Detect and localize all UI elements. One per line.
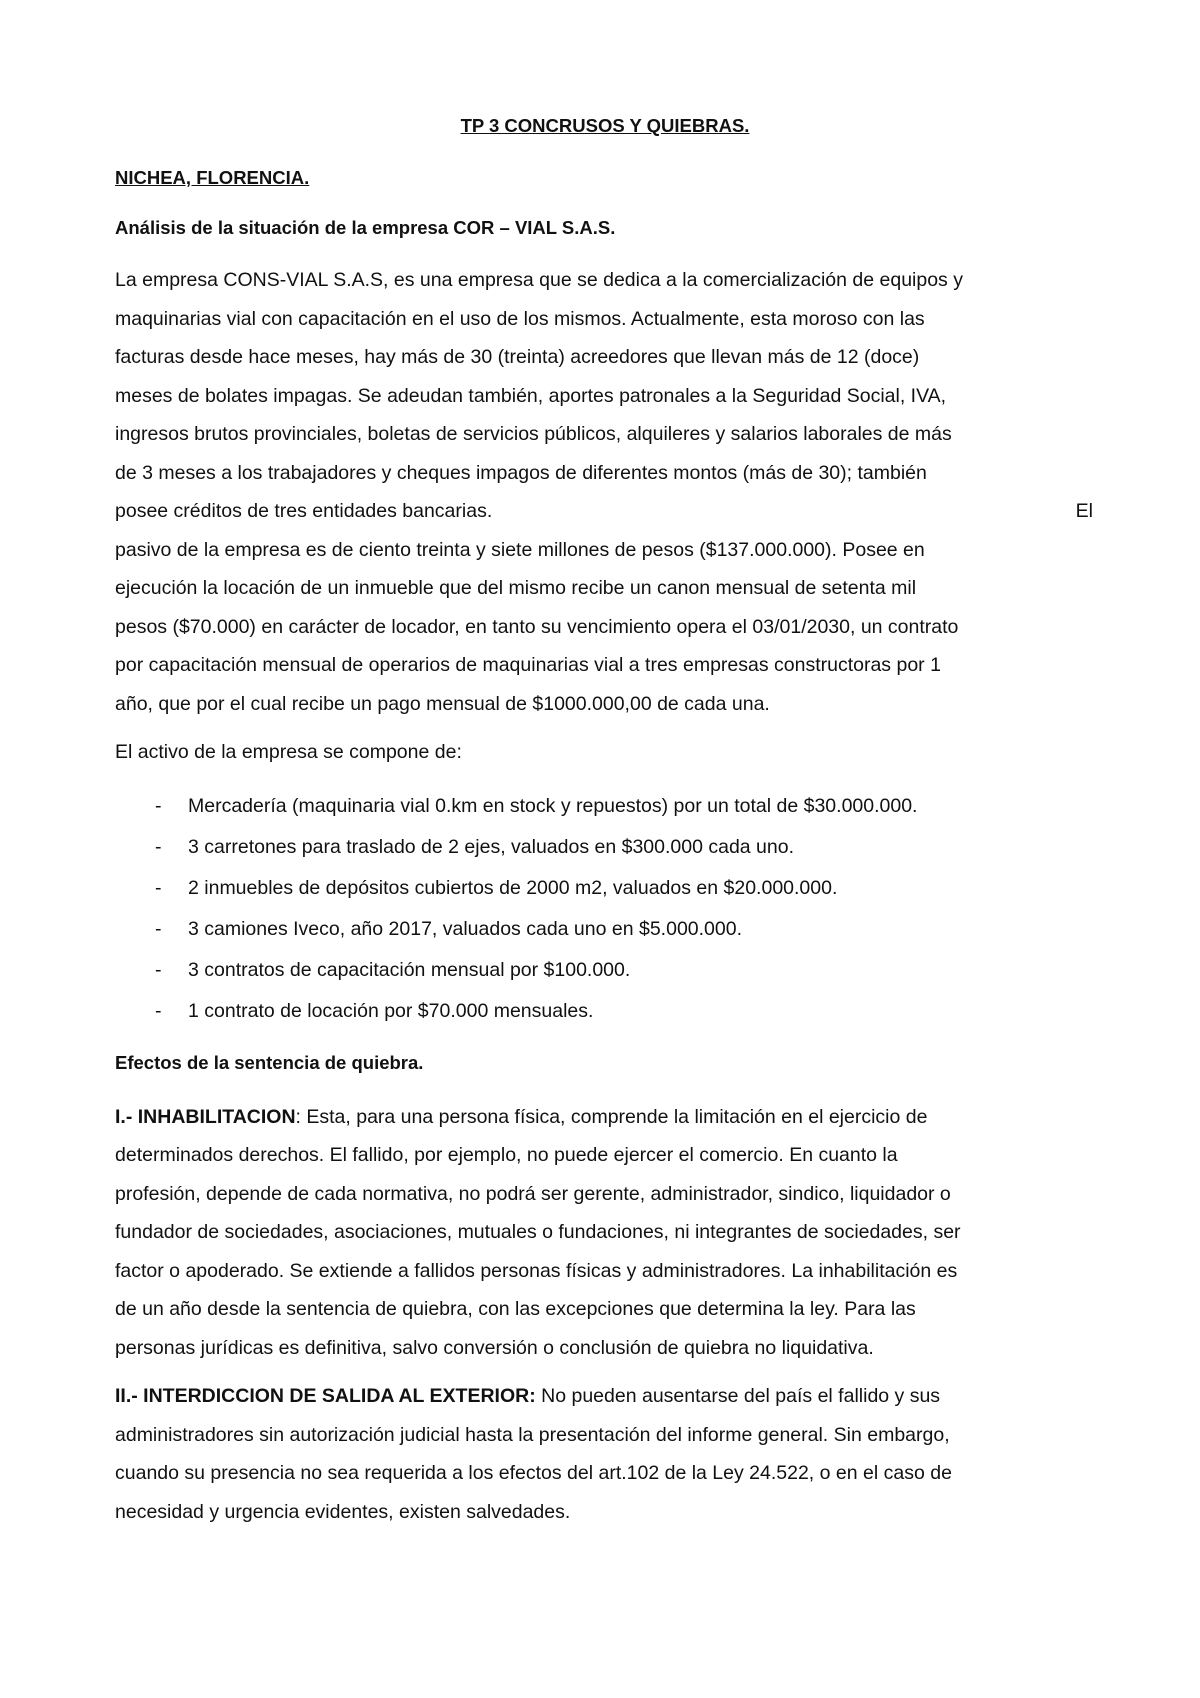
list-item	[115, 950, 1095, 991]
list-item-text: Mercadería (maquinaria vial 0.km en stock y repuestos) por un total de $30.000.000.	[188, 794, 918, 817]
text-line: necesidad y urgencia evidentes, existen salvedades.	[115, 1500, 571, 1523]
list-item	[115, 991, 1095, 1032]
intro-paragraph	[115, 261, 1095, 723]
list-dash: -	[155, 876, 162, 899]
text-line: meses de bolates impagas. Se adeudan también, aportes patronales a la Seguridad Social, IVA,	[115, 384, 947, 407]
assets-intro: El activo de la empresa se compone de:	[115, 741, 462, 763]
list-item-text: 2 inmuebles de depósitos cubiertos de 2000 m2, valuados en $20.000.000.	[188, 876, 838, 899]
list-dash: -	[155, 835, 162, 858]
section-first-line: : Esta, para una persona física, comprende la limitación en el ejercicio de	[295, 1105, 928, 1128]
list-item	[115, 909, 1095, 950]
text-line: maquinarias vial con capacitación en el uso de los mismos. Actualmente, esta moroso con las	[115, 307, 925, 330]
text-line: pasivo de la empresa es de ciento treinta y siete millones de pesos ($137.000.000). Posee en	[115, 538, 925, 561]
section-first-line: No pueden ausentarse del país el fallido y sus	[535, 1385, 941, 1407]
text-line: facturas desde hace meses, hay más de 30 (treinta) acreedores que llevan más de 12 (doce)	[115, 346, 920, 368]
list-dash: -	[155, 999, 162, 1022]
text-line: cuando su presencia no sea requerida a los efectos del art.102 de la Ley 24.522, o en el caso de	[115, 1462, 952, 1484]
list-dash: -	[155, 794, 162, 817]
list-item	[115, 868, 1095, 909]
text-line: ejecución la locación de un inmueble que del mismo recibe un canon mensual de setenta mil	[115, 577, 917, 599]
assets-list	[115, 786, 1095, 1032]
text-line-left: posee créditos de tres entidades bancarias.	[115, 500, 493, 522]
list-item-text: 3 camiones Iveco, año 2017, valuados cada uno en $5.000.000.	[188, 917, 742, 940]
text-line: personas jurídicas es definitiva, salvo conversión o conclusión de quiebra no liquidativa.	[115, 1336, 874, 1359]
text-line	[115, 1098, 1095, 1137]
list-item-text: 1 contrato de locación por $70.000 mensuales.	[188, 999, 594, 1022]
text-line	[115, 1377, 1095, 1416]
list-item	[115, 786, 1095, 827]
analysis-heading: Análisis de la situación de la empresa COR – VIAL S.A.S.	[115, 217, 616, 238]
text-line: fundador de sociedades, asociaciones, mutuales o fundaciones, ni integrantes de sociedades, ser	[115, 1221, 961, 1243]
section-interdiccion	[115, 1377, 1095, 1531]
text-line: profesión, depende de cada normativa, no podrá ser gerente, administrador, sindico, liquidador o	[115, 1182, 951, 1205]
document-content	[115, 113, 1095, 1541]
text-line: pesos ($70.000) en carácter de locador, en tanto su vencimiento opera el 03/01/2030, un contrato	[115, 615, 959, 638]
section-label: I.- INHABILITACION	[115, 1105, 296, 1128]
effects-heading: Efectos de la sentencia de quiebra.	[115, 1051, 424, 1073]
section-label: II.- INTERDICCION DE SALIDA AL EXTERIOR:	[115, 1385, 536, 1407]
text-line-split	[115, 492, 1095, 531]
list-item-text: 3 carretones para traslado de 2 ejes, valuados en $300.000 cada uno.	[188, 835, 795, 858]
author-name: NICHEA, FLORENCIA.	[115, 167, 310, 188]
list-dash: -	[155, 958, 162, 981]
text-line: de un año desde la sentencia de quiebra, con las excepciones que determina la ley. Para las	[115, 1298, 916, 1320]
text-line: factor o apoderado. Se extiende a fallidos personas físicas y administradores. La inhabilitación es	[115, 1259, 958, 1282]
text-line: año, que por el cual recibe un pago mensual de $1000.000,00 de cada una.	[115, 692, 770, 715]
document-title: TP 3 CONCRUSOS Y QUIEBRAS.	[460, 115, 750, 136]
text-line: de 3 meses a los trabajadores y cheques impagos de diferentes montos (más de 30); también	[115, 461, 927, 484]
list-dash: -	[155, 917, 162, 940]
section-inhabilitacion	[115, 1098, 1095, 1368]
list-item	[115, 827, 1095, 868]
text-line: ingresos brutos provinciales, boletas de servicios públicos, alquileres y salarios laborales de más	[115, 423, 952, 445]
text-line-right: El	[1075, 500, 1093, 522]
text-line: por capacitación mensual de operarios de maquinarias vial a tres empresas constructoras por 1	[115, 654, 941, 676]
text-line: La empresa CONS-VIAL S.A.S, es una empresa que se dedica a la comercialización de equipos y	[115, 269, 963, 291]
text-line: administradores sin autorización judicial hasta la presentación del informe general. Sin embargo,	[115, 1423, 950, 1446]
list-item-text: 3 contratos de capacitación mensual por $100.000.	[188, 958, 631, 981]
text-line: determinados derechos. El fallido, por ejemplo, no puede ejercer el comercio. En cuanto la	[115, 1144, 898, 1166]
